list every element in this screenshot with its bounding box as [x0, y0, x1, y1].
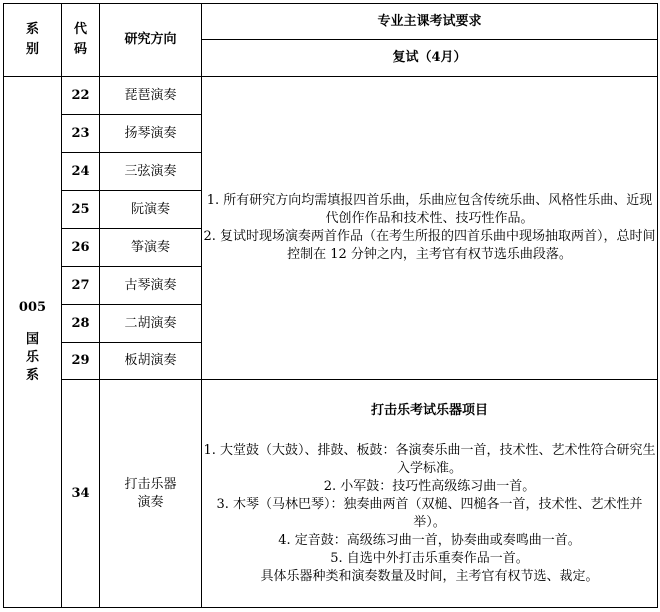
exam-requirements-table [3, 3, 658, 608]
row-direction: 筝演奏 [100, 229, 202, 267]
header-code-char-2: 码 [73, 42, 87, 57]
group-requirements [202, 77, 658, 380]
percussion-requirements [202, 380, 658, 608]
percussion-code: 34 [62, 380, 100, 608]
header-direction: 研究方向 [100, 4, 202, 77]
percussion-note: 具体乐器种类和演奏数量及时间，主考官有权节选、裁定。 [260, 568, 599, 584]
row-code: 23 [62, 115, 100, 153]
percussion-item-5: 5. 自选中外打击乐重奏作品一首。 [330, 550, 529, 566]
row-direction: 琵琶演奏 [100, 77, 202, 115]
header-dept-char-1: 系 [25, 22, 39, 37]
row-direction: 阮演奏 [100, 191, 202, 229]
percussion-item-3: 3. 木琴（马林巴琴）：独奏曲两首（双槌、四槌各一首，技术性、艺术性并举）。 [216, 496, 643, 530]
group-requirement-1: 1. 所有研究方向均需填报四首乐曲，乐曲应包含传统乐曲、风格性乐曲、近现代创作作品和技术性、技巧性作品。 [206, 193, 653, 226]
row-direction: 古琴演奏 [100, 267, 202, 305]
header-retest: 复试（4月） [202, 40, 658, 77]
percussion-item-4: 4. 定音鼓：高级练习曲一首，协奏曲或奏鸣曲一首。 [278, 532, 581, 548]
header-requirements: 专业主课考试要求 [202, 4, 658, 40]
row-direction: 二胡演奏 [100, 305, 202, 343]
row-code: 24 [62, 153, 100, 191]
percussion-direction-line-2: 演奏 [137, 494, 164, 510]
percussion-direction [100, 380, 202, 608]
department-char-1: 国 [25, 332, 39, 347]
percussion-title: 打击乐考试乐器项目 [370, 402, 488, 418]
department-char-3: 系 [25, 368, 39, 383]
row-direction: 板胡演奏 [100, 343, 202, 380]
header-dept [4, 4, 62, 77]
percussion-item-1: 1. 大堂鼓（大鼓）、排鼓、板鼓：各演奏乐曲一首，技术性、艺术性符合研究生入学标准。 [203, 442, 656, 476]
department-code: 005 [18, 300, 47, 315]
percussion-direction-line-1: 打击乐器 [124, 476, 177, 492]
row-code: 25 [62, 191, 100, 229]
header-dept-char-2: 别 [25, 42, 39, 57]
percussion-item-2: 2. 小军鼓：技巧性高级练习曲一首。 [323, 478, 536, 494]
row-direction: 三弦演奏 [100, 153, 202, 191]
row-code: 22 [62, 77, 100, 115]
header-code-char-1: 代 [73, 22, 87, 37]
row-code: 26 [62, 229, 100, 267]
group-requirement-2: 2. 复试时现场演奏两首作品（在考生所报的四首乐曲中现场抽取两首），总时间控制在 12 分钟之内，主考官有权节选乐曲段落。 [203, 229, 656, 262]
row-code: 29 [62, 343, 100, 380]
header-code [62, 4, 100, 77]
row-code: 27 [62, 267, 100, 305]
row-code: 28 [62, 305, 100, 343]
department-cell [4, 77, 62, 608]
department-char-2: 乐 [25, 350, 39, 365]
row-direction: 扬琴演奏 [100, 115, 202, 153]
